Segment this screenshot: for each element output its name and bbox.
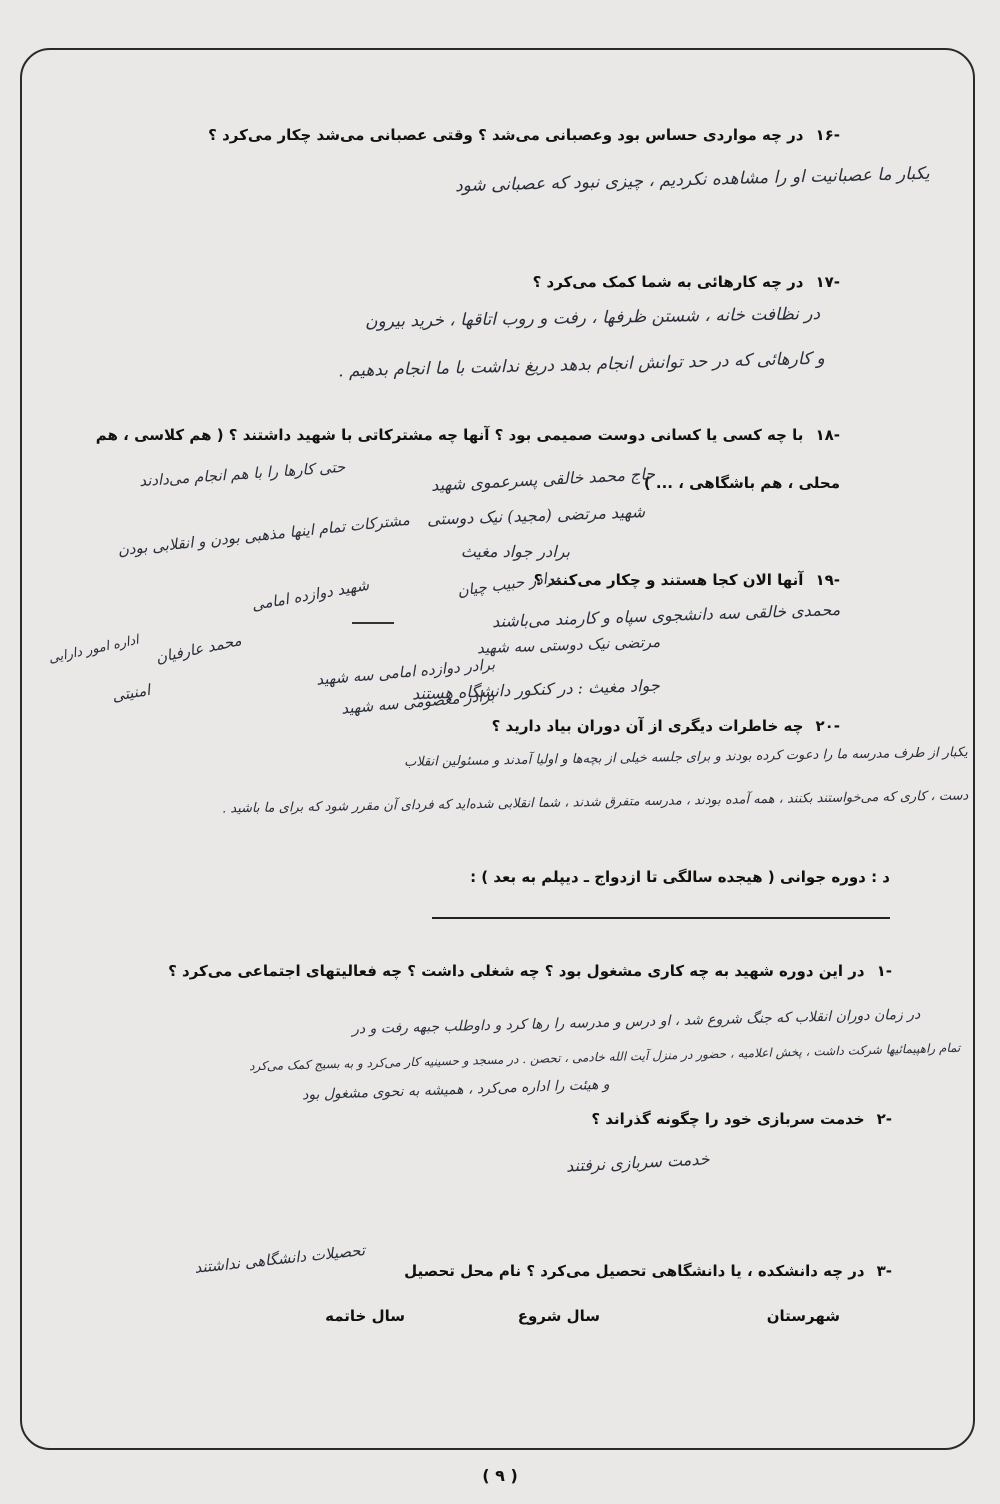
city-label: شهرستان [766,1307,840,1325]
answer-17-line-1: در نظافت خانه ، شستن ظرفها ، رفت و روب اتاقها ، خرید بیرون [364,304,821,332]
section-d-heading: د : دوره جوانی ( هیجده سالگی تا ازدواج ـ دیپلم به بعد ) : [470,868,890,886]
youth-question-1 [168,962,892,980]
question-text: آنها الان کجا هستند و چکار می‌کنند ؟ [533,571,804,589]
answer-18-line-4: برادر جواد مغیث [460,542,570,561]
question-20 [492,717,840,735]
youth-answer-1-line-2: تمام راهپیمائیها شرکت داشت ، پخش اعلامیه ، حضور در منزل آیت الله خادمی ، تحصن . در مسجد و حسینیه کار می‌کرد و به بسیج کمک می‌کرد [248,1040,961,1074]
question-text: با چه کسی یا کسانی دوست صمیمی بود ؟ آنها چه مشترکاتی با شهید داشتند ؟ ( هم کلاسی ، هم [95,426,804,444]
question-17 [533,273,840,291]
answer-19-line-2: مرتضی نیک دوستی سه شهید [476,632,661,658]
answer-18-line-1: حاج محمد خالقی پسرعموی شهید [430,464,656,495]
youth-answer-1-line-3: و هیئت را اداره می‌کرد ، همیشه به نحوی مشغول بود [302,1076,611,1104]
answer-19-side-2: شهید دوازده امامی [250,575,371,615]
question-number: -۱۹ [815,571,840,589]
answer-18-line-2: حتی کارها را با هم انجام می‌دادند [138,457,346,491]
answer-19-line-1: محمدی خالقی سه دانشجوی سپاه و کارمند می‌باشند [491,599,841,632]
question-text: خدمت سربازی خود را چگونه گذراند ؟ [591,1110,865,1128]
answer-20-line-2: دست ، کاری که می‌خواستند بکنند ، همه آمده بودند ، مدرسه متفرق شدند ، شما انقلابی شده‌اید که فردای آن مقرر شود که برای ما باشید . [221,788,969,817]
dash-mark [352,622,394,624]
end-year-label: سال خاتمه [325,1307,405,1325]
answer-18-margin-note: مشترکات تمام اینها مذهبی بودن و انقلابی بودن [116,510,411,560]
start-year-label: سال شروع [517,1307,600,1325]
answer-17-line-2: و کارهائی که در حد توانش انجام بدهد دریغ نداشت با ما انجام بدهیم . [338,348,826,382]
answer-19-side-4: برادر معصومی سه شهید [340,686,496,718]
answer-19-line-3: جواد مغیث : در کنکور دانشگاه هستند [411,675,661,704]
youth-answer-3: تحصیلات دانشگاهی نداشتند [193,1241,366,1277]
youth-question-3 [404,1262,892,1280]
answer-19-left-3: امنیتی [110,680,152,706]
page-number: ( ۹ ) [482,1466,518,1485]
question-number: -۳ [876,1262,892,1280]
question-19 [534,571,840,589]
question-number: -۱ [876,962,892,980]
question-text: در چه کارهائی به شما کمک می‌کرد ؟ [532,273,804,291]
question-16 [208,126,840,144]
question-18-line-2: محلی ، هم باشگاهی ، ... ) [643,474,840,492]
answer-19-side-1: برادر حبیب چیان [456,567,561,601]
section-rule [432,917,890,919]
youth-answer-1-line-1: در زمان دوران انقلاب که جنگ شروع شد ، او درس و مدرسه را رها کرد و داوطلب جبهه رفت و در [351,1006,921,1038]
answer-19-left-1: محمد عارفیان [154,631,243,667]
youth-question-2 [591,1110,892,1128]
question-text: چه خاطرات دیگری از آن دوران بیاد دارید ؟ [491,717,804,735]
question-text: در چه دانشکده ، یا دانشگاهی تحصیل می‌کرد ؟ نام محل تحصیل [404,1262,865,1280]
question-number: -۱۷ [815,273,840,291]
answer-19-side-3: برادر دوازده امامی سه شهید [315,655,496,689]
question-number: -۱۸ [815,426,840,444]
youth-answer-2: خدمت سربازی نرفتند [566,1149,711,1176]
question-number: -۲ [876,1110,892,1128]
question-18-line-1 [96,426,840,444]
question-text: در این دوره شهید به چه کاری مشغول بود ؟ چه شغلی داشت ؟ چه فعالیتهای اجتماعی می‌کرد ؟ [168,962,865,980]
answer-18-line-3: شهید مرتضی (مجید) نیک دوستی [426,502,646,529]
question-text: در چه مواردی حساس بود وعصبانی می‌شد ؟ وقتی عصبانی می‌شد چکار می‌کرد ؟ [208,126,804,144]
question-number: -۱۶ [815,126,840,144]
answer-19-left-2: اداره امور دارایی [47,632,141,667]
answer-20-line-1: یکبار از طرف مدرسه ما را دعوت کرده بودند و برای جلسه خیلی از بچه‌ها و اولیا آمدند و مسئولین انقلاب [404,745,969,770]
question-number: -۲۰ [815,717,840,735]
answer-16: یکبار ما عصبانیت او را مشاهده نکردیم ، چیزی نبود که عصبانی شود [455,163,931,197]
